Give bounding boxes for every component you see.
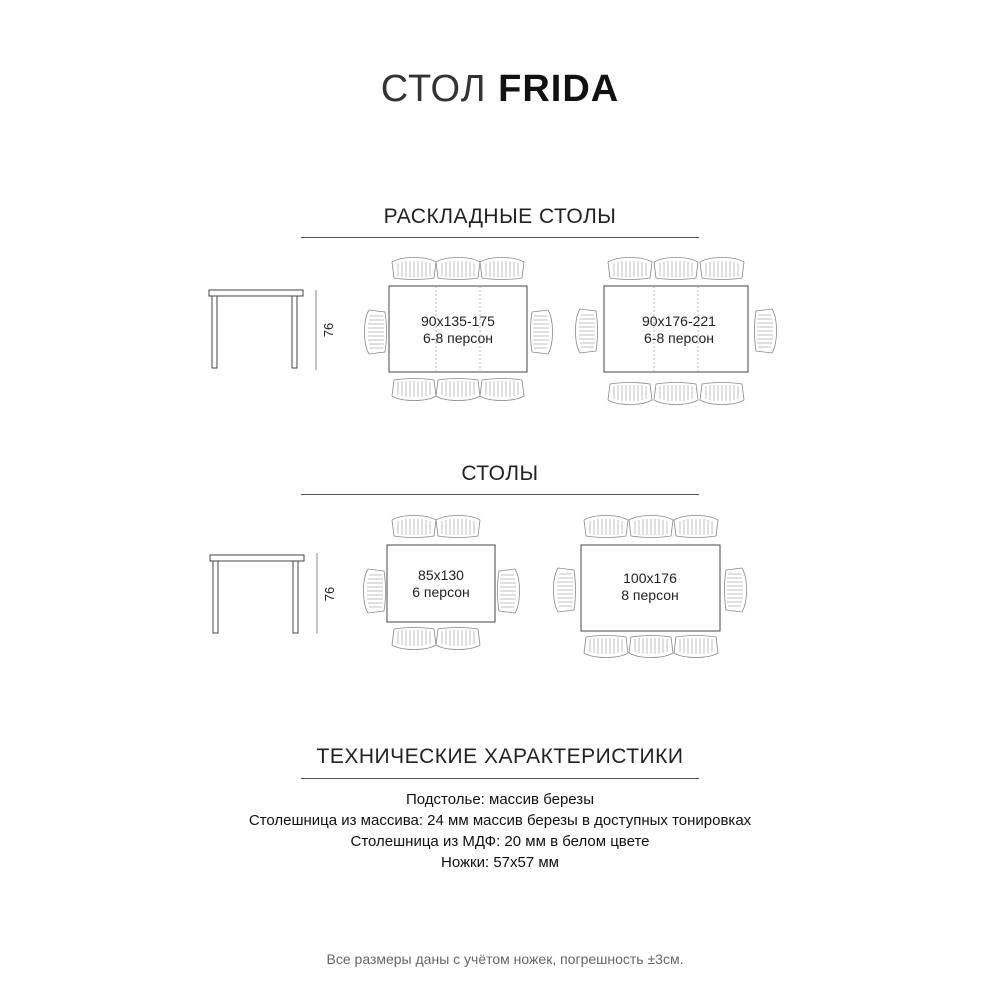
folding-height-label: 76 xyxy=(321,322,336,338)
fixed-side-view xyxy=(210,553,317,634)
folding-table-1-top xyxy=(389,286,527,372)
footnote: Все размеры даны с учётом ножек, погрешность ±3см. xyxy=(326,951,684,967)
title-light: СТОЛ xyxy=(380,68,487,110)
spec-line: Столешница из массива: 24 мм массив березы в доступных тонировках xyxy=(248,812,752,829)
folding-side-view xyxy=(209,290,316,370)
spec-line: Подстолье: массив березы xyxy=(406,791,594,808)
folding-table-2-size: 90x176-221 xyxy=(642,313,716,329)
folding-table-2-persons: 6-8 персон xyxy=(644,330,714,346)
folding-table-2-top xyxy=(604,286,748,372)
fixed-tables-heading: СТОЛЫ xyxy=(461,462,539,485)
fixed-table-2-size: 100x176 xyxy=(623,570,677,586)
fixed-height-label: 76 xyxy=(322,586,337,602)
folding-tables-heading: РАСКЛАДНЫЕ СТОЛЫ xyxy=(383,205,617,228)
tech-specs-heading: ТЕХНИЧЕСКИЕ ХАРАКТЕРИСТИКИ xyxy=(316,745,684,768)
spec-line: Столешница из МДФ: 20 мм в белом цвете xyxy=(350,833,650,850)
tech-specs-list xyxy=(0,789,1000,873)
fixed-table-1-persons: 6 персон xyxy=(412,584,470,600)
spec-line: Ножки: 57x57 мм xyxy=(441,854,559,871)
fixed-table-1-size: 85x130 xyxy=(418,567,464,583)
folding-table-1-size: 90x135-175 xyxy=(421,313,495,329)
title-bold: FRIDA xyxy=(498,68,620,110)
folding-table-1-persons: 6-8 персон xyxy=(423,330,493,346)
fixed-table-2-persons: 8 персон xyxy=(621,587,679,603)
